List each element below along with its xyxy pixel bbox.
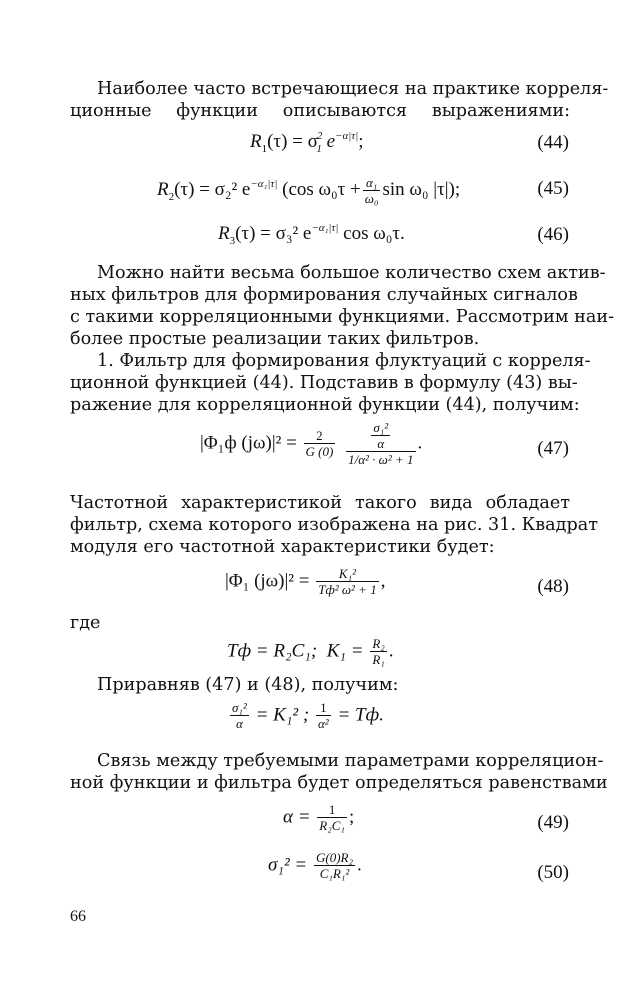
text-line: где [70, 613, 101, 633]
equation-number: (44) [537, 132, 569, 153]
text-line: фильтр, схема которого изображена на рис. 31. Квадрат [70, 515, 598, 535]
text-line: модуля его частотной характеристики будет: [70, 537, 495, 557]
text-line: с такими корреляционными функциями. Рассмотрим наи- [70, 307, 615, 327]
text-line: более простые реализации таких фильтров. [70, 329, 480, 349]
equation-number: (48) [537, 576, 569, 597]
equation-49: α = $\frac{1}{\text{R₂C₁}}$ ; [283, 802, 355, 833]
text-line: ной функции и фильтра будет определяться равенствами [70, 773, 608, 793]
equation-number: (50) [537, 862, 569, 883]
equation-50: σ₁² = $\frac{\text{G(0)R₂}}{\text{C₁R₁²}}$ . [268, 850, 362, 881]
equation-number: (46) [537, 224, 569, 245]
text-line: 1. Фильтр для формирования флуктуаций с корреля- [97, 351, 591, 371]
equation-47: |Φ₁ф (jω)|² = $\frac{2}{G (0)}$ $\frac{\frac{\text{σ₁²}}{\alpha}}{\text{1/α² · ω² + 1}}$ . [200, 420, 423, 467]
equation-44: $R_1(\tau) = \sigma^2_1$ $e^{-\alpha|\tau|}$; [250, 130, 364, 155]
equation-number: (47) [537, 438, 569, 459]
text-line: Наиболее часто встречающиеся на практике корреля- [97, 79, 609, 99]
text-line: ражение для корреляционной функции (44), получим: [70, 395, 580, 415]
text-line: Связь между требуемыми параметрами корреляцион- [97, 751, 604, 771]
text-line: Можно найти весьма большое количество схем актив- [97, 263, 606, 283]
equation-48: |Φ₁ (jω)|² = $\frac{\text{K₁²}}{\text{Tф² ω² + 1}}$ , [225, 566, 386, 597]
equation-definitions: Tф = R₂C₁; K₁ = $\frac{\text{R₂}}{\text{R₁}}$ . [227, 636, 394, 667]
equation-number: (49) [537, 812, 569, 833]
equation-46: $R_3(\tau) = \sigma_3^2$ $e^{-\alpha_1|\tau|}$ cos ω₀τ. [218, 222, 405, 247]
equation-45: $R_2(\tau) = \sigma_2^2$ $e^{-\alpha_1|\tau|}$ (cos ω₀τ + $\frac{\text{α₁}}{\text{ω₀}}$ sin ω₀ |τ|); [157, 175, 461, 206]
text-line: ционные функции описываются выражениями: [70, 101, 570, 121]
text-line: ных фильтров для формирования случайных сигналов [70, 285, 578, 305]
equation-number: (45) [537, 178, 569, 199]
equation-equalities: $\frac{\text{σ₁²}}{\alpha}$ = K₁² ; $\frac{1}{\text{α²}}$ = Tф. [232, 700, 384, 731]
text-line: Частотной характеристикой такого вида обладает [70, 493, 570, 513]
text-line: ционной функцией (44). Подставив в формулу (43) вы- [70, 373, 578, 393]
page-number: 66 [70, 908, 86, 925]
text-line: Приравняв (47) и (48), получим: [97, 675, 399, 695]
